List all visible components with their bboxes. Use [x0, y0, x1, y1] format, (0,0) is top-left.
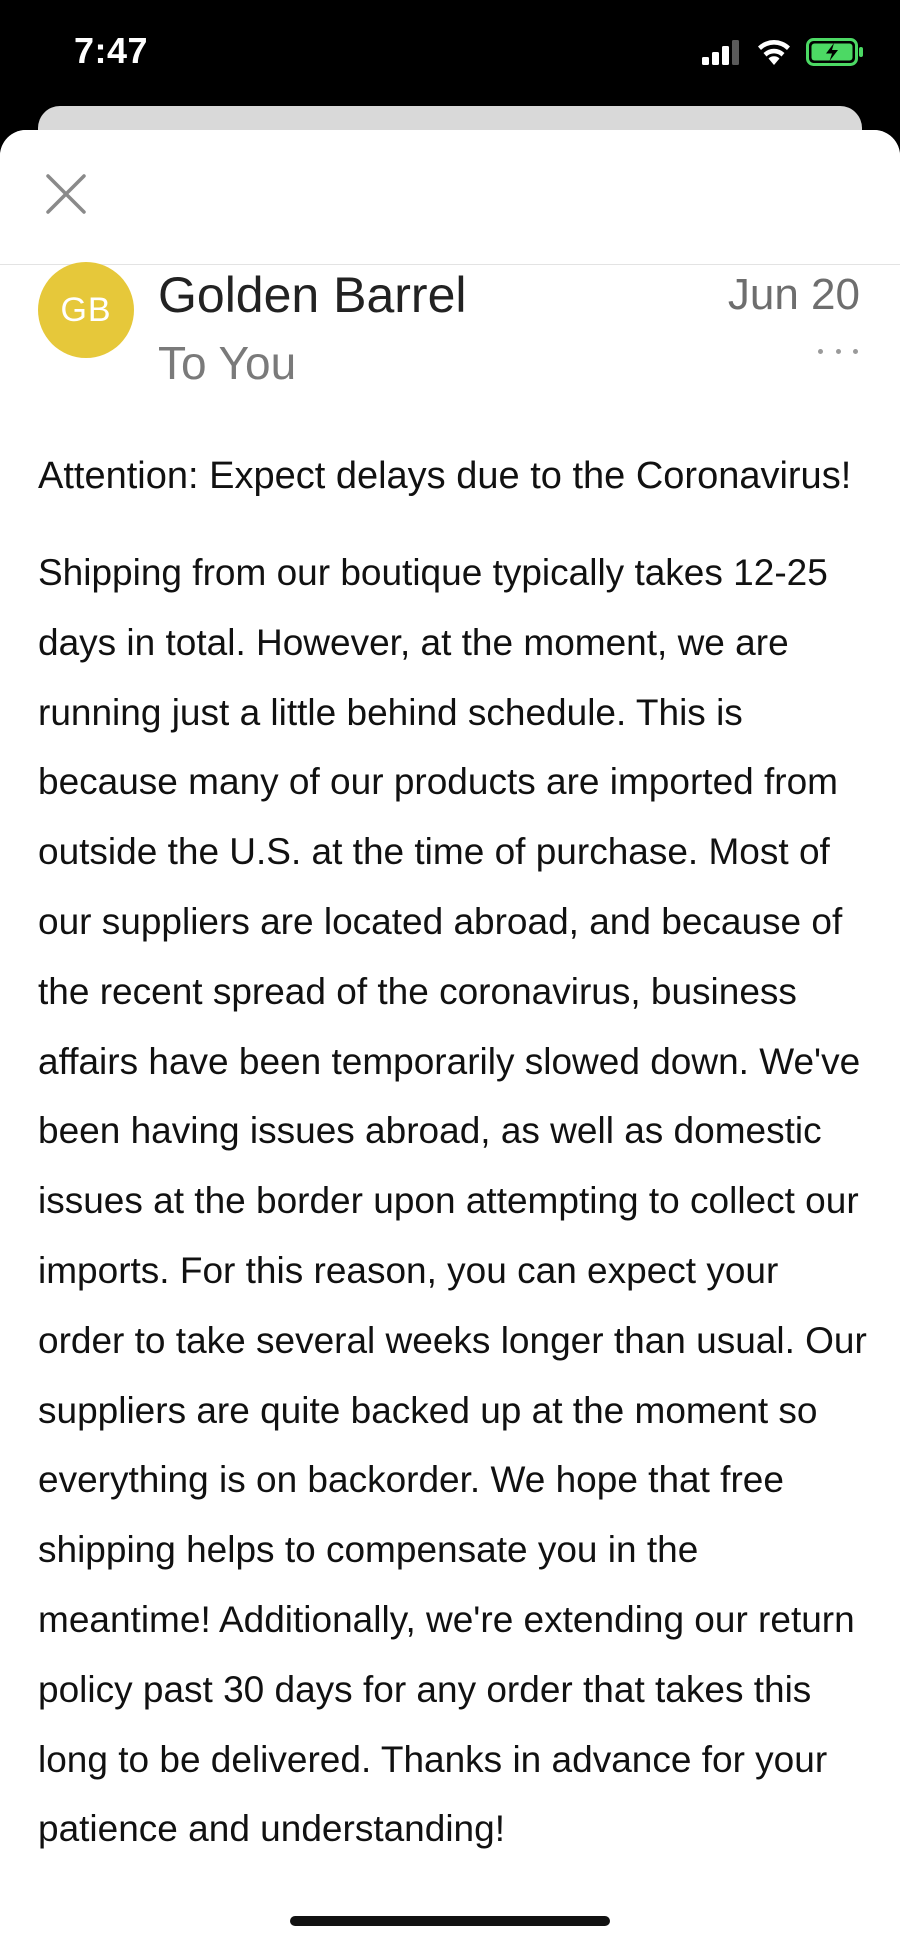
email-date: Jun 20 — [727, 270, 860, 319]
battery-icon — [806, 38, 864, 66]
email-text: Shipping from our boutique typically takes 12-25 days in total. However, at the moment, we are running just a little behind schedule. This is because many of our products are imported from outside the U.S. at the time of purchase. Most of our suppliers are located abroad, and because of the recent spread of the coronavirus, business affairs have been temporarily slowed down. We've been having issues abroad, as well as domestic issues at the border upon attempting to collect our imports. For this reason, you can expect your order to take several weeks longer than usual. Our suppliers are quite backed up at the moment so everything is on backorder. We hope that free shipping helps to compensate you in the meantime! Additionally, we're extending our return policy past 30 days for any order that takes this long to be delivered. Thanks in advance for your patience and understanding! — [38, 552, 867, 1850]
close-button[interactable] — [38, 166, 94, 222]
recipient-label[interactable]: To You — [158, 337, 297, 389]
more-icon-dot — [853, 349, 858, 354]
status-bar — [0, 0, 900, 110]
home-indicator[interactable] — [290, 1916, 610, 1926]
more-options-button[interactable] — [818, 336, 858, 366]
email-sheet — [0, 130, 900, 1948]
close-icon — [38, 166, 94, 222]
sheet-header — [0, 130, 900, 265]
sender-name[interactable]: Golden Barrel — [158, 267, 467, 323]
wifi-icon — [756, 38, 792, 66]
sender-avatar — [38, 262, 134, 358]
email-body — [38, 448, 868, 1864]
avatar-initials: GB — [60, 290, 112, 329]
email-heading: Attention: Expect delays due to the Coronavirus! — [38, 455, 852, 497]
signal-icon — [702, 39, 742, 65]
more-icon — [818, 349, 823, 354]
more-icon-dot — [836, 349, 841, 354]
status-icons — [702, 38, 864, 66]
status-time: 7:47 — [74, 30, 149, 71]
